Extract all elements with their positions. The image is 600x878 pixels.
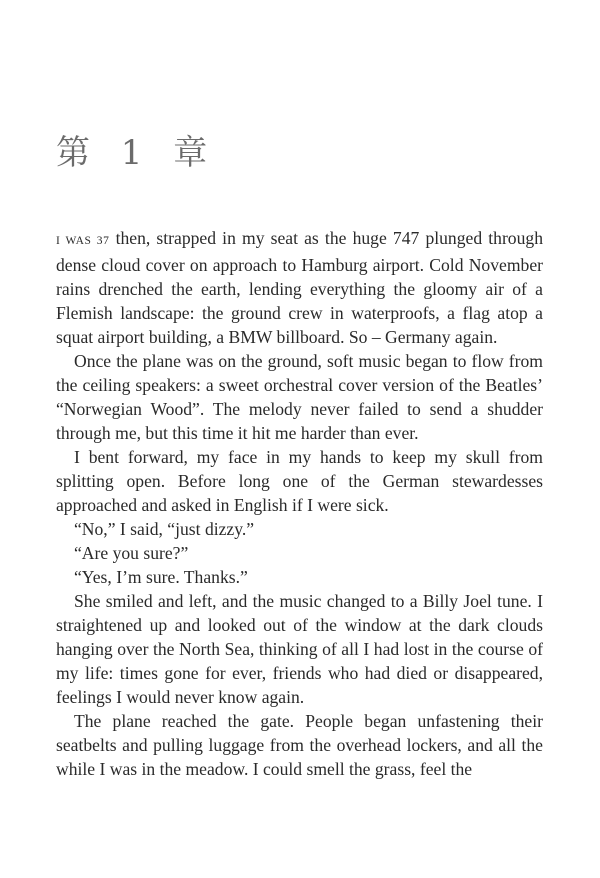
opening-small-caps: I WAS 37 [56,235,110,247]
chapter-title: 第 1 章 [56,133,218,173]
paragraph-7: She smiled and left, and the music changed to a Billy Joel tune. I straightened up and looked out of the window at the dark clouds hanging over the North Sea, thinking of all I had lost in the course of my life: times gone for ever, friends who had died or disappeared, feelings I would never know again. [56,591,543,707]
paragraph-5: “Are you sure?” [74,543,189,563]
paragraph-1 [56,226,543,349]
paragraph-4: “No,” I said, “just dizzy.” [74,519,255,539]
paragraph-8: The plane reached the gate. People began unfastening their seatbelts and pulling luggage from the overhead lockers, and all the while I was in the meadow. I could smell the grass, feel the [56,711,543,779]
paragraph-2: Once the plane was on the ground, soft music began to flow from the ceiling speakers: a sweet orchestral cover version of the Beatles’ “Norwegian Wood”. The melody never failed to send a shudder through me, but this time it hit me harder than ever. [56,351,543,443]
paragraph-1-text: then, strapped in my seat as the huge 747 plunged through dense cloud cover on approach to Hamburg airport. Cold November rains drenched the earth, lending everything the gloomy air of a Flemish landscape: the ground crew in waterproofs, a flag atop a squat airport building, a BMW billboard. So – Germany again. [56,228,543,347]
paragraph-6: “Yes, I’m sure. Thanks.” [74,567,248,587]
chapter-body [56,226,543,781]
paragraph-3: I bent forward, my face in my hands to keep my skull from splitting open. Before long one of the German stewardesses approached and asked in English if I were sick. [56,447,543,515]
